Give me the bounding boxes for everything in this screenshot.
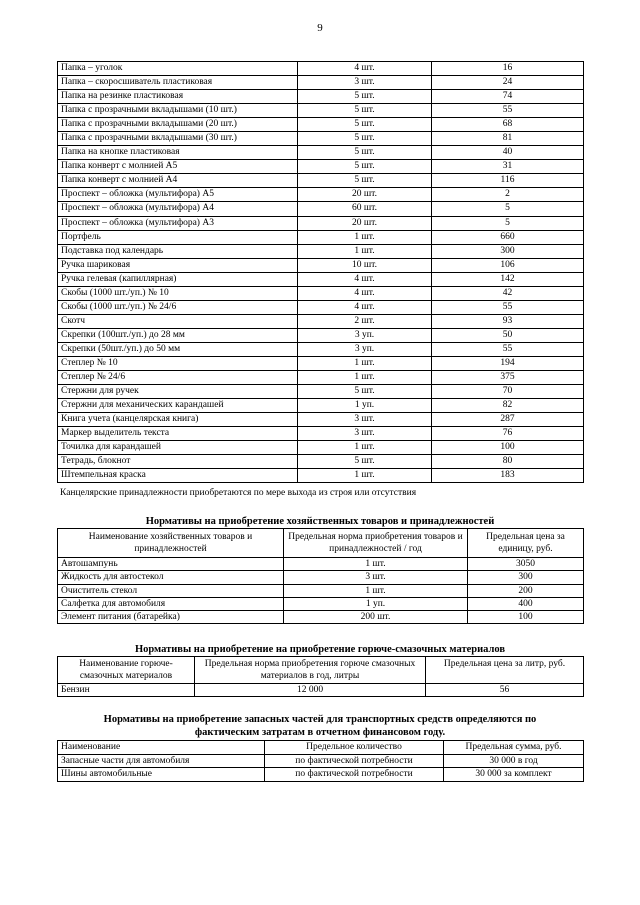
household-row-cell: Очиститель стекол	[58, 584, 284, 597]
office-supply-row-cell: 24	[432, 76, 584, 90]
office-supply-row	[58, 132, 584, 146]
office-supply-row-cell: 82	[432, 399, 584, 413]
office-supply-row-cell: 3 шт.	[298, 76, 432, 90]
fuel-table	[57, 656, 584, 697]
office-supply-row-cell: 5 шт.	[298, 160, 432, 174]
household-row-cell: 100	[468, 611, 584, 624]
office-supply-row-cell: 93	[432, 314, 584, 328]
office-supply-row-cell: 5 шт.	[298, 90, 432, 104]
household-row	[58, 558, 584, 571]
office-supply-row-cell: 40	[432, 146, 584, 160]
office-supply-row-cell: 106	[432, 258, 584, 272]
office-supply-row	[58, 160, 584, 174]
office-supply-row	[58, 314, 584, 328]
spare-parts-row-cell: Шины автомобильные	[58, 768, 265, 782]
office-supply-row-cell: 20 шт.	[298, 216, 432, 230]
household-row-cell: Автошампунь	[58, 558, 284, 571]
office-supply-row-cell: 1 шт.	[298, 441, 432, 455]
office-supply-row-cell: 5 шт.	[298, 385, 432, 399]
household-row-cell: 300	[468, 571, 584, 584]
fuel-header-name: Наименование горюче-смазочных материалов	[58, 657, 195, 684]
office-supply-row-cell: Ручка шариковая	[58, 258, 298, 272]
office-supply-row-cell: Ручка гелевая (капиллярная)	[58, 272, 298, 286]
office-supply-row-cell: 20 шт.	[298, 188, 432, 202]
office-supply-row	[58, 399, 584, 413]
office-supply-row	[58, 272, 584, 286]
office-supply-row-cell: Скрепки (50шт./уп.) до 50 мм	[58, 342, 298, 356]
office-supply-row-cell: 50	[432, 328, 584, 342]
office-supply-row-cell: 16	[432, 62, 584, 76]
office-supply-row-cell: Папка с прозрачными вкладышами (10 шт.)	[58, 104, 298, 118]
office-supply-row	[58, 356, 584, 370]
office-supply-row	[58, 371, 584, 385]
spare-parts-row-cell: по фактической потребности	[265, 754, 444, 768]
household-row	[58, 584, 584, 597]
office-supply-row-cell: 1 шт.	[298, 356, 432, 370]
household-row	[58, 597, 584, 610]
office-supply-row-cell: Папка конверт с молнией А4	[58, 174, 298, 188]
spare-parts-row	[58, 768, 584, 782]
office-supply-row-cell: Скобы (1000 шт./уп.) № 24/6	[58, 300, 298, 314]
fuel-header-norm: Предельная норма приобретения горюче смазочных материалов в год, литры	[195, 657, 426, 684]
office-supply-row-cell: Проспект – обложка (мультифора) А5	[58, 188, 298, 202]
spare-parts-heading-line2: фактическим затратам в отчетном финансовом году.	[194, 727, 446, 738]
office-supply-row	[58, 188, 584, 202]
office-supply-row-cell: Книга учета (канцелярская книга)	[58, 413, 298, 427]
fuel-row-cell: 56	[426, 684, 584, 697]
spare-parts-row	[58, 754, 584, 768]
office-supply-row-cell: Папка – уголок	[58, 62, 298, 76]
household-row-cell: Жидкость для автостекол	[58, 571, 284, 584]
office-supplies-table	[57, 61, 584, 483]
office-supply-row	[58, 455, 584, 469]
office-supply-row	[58, 146, 584, 160]
office-supply-row-cell: 2	[432, 188, 584, 202]
household-heading: Нормативы на приобретение хозяйственных товаров и принадлежностей	[145, 516, 495, 527]
office-supply-row-cell: 31	[432, 160, 584, 174]
office-supply-row-cell: 1 шт.	[298, 230, 432, 244]
office-supply-row-cell: Подставка под календарь	[58, 244, 298, 258]
office-supply-row-cell: 4 шт.	[298, 62, 432, 76]
office-supply-row	[58, 76, 584, 90]
household-row-cell: 1 шт.	[284, 584, 468, 597]
office-supply-row-cell: Стержни для механических карандашей	[58, 399, 298, 413]
office-supply-row	[58, 300, 584, 314]
office-supply-row-cell: 55	[432, 104, 584, 118]
office-supply-row-cell: Степлер № 24/6	[58, 371, 298, 385]
spare-parts-table	[57, 740, 584, 782]
office-supply-row-cell: 194	[432, 356, 584, 370]
office-supplies-note: Канцелярские принадлежности приобретаются по мере выхода из строя или отсутствия	[60, 488, 417, 498]
office-supply-row	[58, 286, 584, 300]
office-supply-row	[58, 90, 584, 104]
fuel-row-cell: Бензин	[58, 684, 195, 697]
office-supply-row-cell: Проспект – обложка (мультифора) А4	[58, 202, 298, 216]
spare-parts-heading-line1: Нормативы на приобретение запасных частей для транспортных средств определяются по	[103, 714, 537, 725]
office-supply-row	[58, 174, 584, 188]
spare-parts-row-cell: Запасные части для автомобиля	[58, 754, 265, 768]
office-supply-row	[58, 328, 584, 342]
office-supply-row-cell: Маркер выделитель текста	[58, 427, 298, 441]
household-row-cell: 1 шт.	[284, 558, 468, 571]
office-supply-row-cell: 74	[432, 90, 584, 104]
office-supply-row-cell: 100	[432, 441, 584, 455]
spare-parts-header-sum: Предельная сумма, руб.	[444, 741, 584, 755]
office-supply-row-cell: 42	[432, 286, 584, 300]
fuel-row	[58, 684, 584, 697]
spare-parts-header-qty: Предельное количество	[265, 741, 444, 755]
spare-parts-row-cell: 30 000 в год	[444, 754, 584, 768]
office-supply-row-cell: Папка на резинке пластиковая	[58, 90, 298, 104]
office-supply-row-cell: Скобы (1000 шт./уп.) № 10	[58, 286, 298, 300]
office-supply-row-cell: 5 шт.	[298, 132, 432, 146]
office-supply-row-cell: 55	[432, 342, 584, 356]
office-supply-row-cell: 300	[432, 244, 584, 258]
office-supply-row-cell: Папка конверт с молнией А5	[58, 160, 298, 174]
office-supply-row-cell: Портфель	[58, 230, 298, 244]
office-supply-row-cell: Точилка для карандашей	[58, 441, 298, 455]
office-supply-row	[58, 385, 584, 399]
office-supply-row-cell: 5 шт.	[298, 455, 432, 469]
office-supply-row	[58, 202, 584, 216]
office-supply-row	[58, 469, 584, 483]
office-supply-row	[58, 118, 584, 132]
household-row	[58, 571, 584, 584]
household-row-cell: 200	[468, 584, 584, 597]
household-row-cell: 200 шт.	[284, 611, 468, 624]
office-supply-row-cell: Папка с прозрачными вкладышами (20 шт.)	[58, 118, 298, 132]
office-supply-row-cell: Штемпельная краска	[58, 469, 298, 483]
office-supply-row-cell: 5 шт.	[298, 174, 432, 188]
office-supply-row-cell: Папка на кнопке пластиковая	[58, 146, 298, 160]
office-supply-row-cell: 3 уп.	[298, 342, 432, 356]
office-supply-row-cell: Скрепки (100шт./уп.) до 28 мм	[58, 328, 298, 342]
household-header-price: Предельная цена за единицу, руб.	[468, 529, 584, 558]
office-supply-row	[58, 244, 584, 258]
office-supply-row-cell: 660	[432, 230, 584, 244]
office-supply-row-cell: 5 шт.	[298, 104, 432, 118]
office-supply-row-cell: 375	[432, 371, 584, 385]
office-supply-row-cell: 5	[432, 216, 584, 230]
household-row-cell: 1 уп.	[284, 597, 468, 610]
page-number: 9	[317, 22, 323, 34]
office-supply-row-cell: 55	[432, 300, 584, 314]
office-supply-row	[58, 342, 584, 356]
fuel-row-cell: 12 000	[195, 684, 426, 697]
office-supply-row	[58, 62, 584, 76]
office-supply-row-cell: Проспект – обложка (мультифора) А3	[58, 216, 298, 230]
office-supply-row-cell: 10 шт.	[298, 258, 432, 272]
household-row-cell: Элемент питания (батарейка)	[58, 611, 284, 624]
office-supply-row-cell: 3 шт.	[298, 427, 432, 441]
office-supply-row-cell: 3 шт.	[298, 413, 432, 427]
household-row-cell: 400	[468, 597, 584, 610]
office-supply-row-cell: Тетрадь, блокнот	[58, 455, 298, 469]
office-supply-row-cell: 70	[432, 385, 584, 399]
spare-parts-row-cell: по фактической потребности	[265, 768, 444, 782]
household-header-name: Наименование хозяйственных товаров и принадлежностей	[58, 529, 284, 558]
office-supply-row-cell: Папка с прозрачными вкладышами (30 шт.)	[58, 132, 298, 146]
office-supply-row-cell: 3 уп.	[298, 328, 432, 342]
office-supply-row-cell: Скотч	[58, 314, 298, 328]
household-table	[57, 528, 584, 624]
office-supply-row-cell: 183	[432, 469, 584, 483]
office-supply-row	[58, 441, 584, 455]
office-supply-row-cell: 1 шт.	[298, 371, 432, 385]
office-supply-row	[58, 104, 584, 118]
household-row	[58, 611, 584, 624]
office-supply-row-cell: Степлер № 10	[58, 356, 298, 370]
office-supply-row-cell: 1 уп.	[298, 399, 432, 413]
office-supply-row-cell: 81	[432, 132, 584, 146]
spare-parts-header-name: Наименование	[58, 741, 265, 755]
office-supply-row-cell: 5 шт.	[298, 118, 432, 132]
household-row-cell: Салфетка для автомобиля	[58, 597, 284, 610]
office-supply-row-cell: 116	[432, 174, 584, 188]
office-supply-row	[58, 427, 584, 441]
fuel-header-price: Предельная цена за литр, руб.	[426, 657, 584, 684]
office-supply-row-cell: 1 шт.	[298, 469, 432, 483]
office-supply-row-cell: 1 шт.	[298, 244, 432, 258]
fuel-heading: Нормативы на приобретение на приобретение горюче-смазочных материалов	[134, 644, 506, 655]
office-supply-row-cell: 5	[432, 202, 584, 216]
office-supply-row-cell: 4 шт.	[298, 272, 432, 286]
office-supply-row-cell: Стержни для ручек	[58, 385, 298, 399]
household-row-cell: 3 шт.	[284, 571, 468, 584]
office-supply-row	[58, 230, 584, 244]
office-supply-row	[58, 216, 584, 230]
office-supply-row-cell: 5 шт.	[298, 146, 432, 160]
office-supply-row-cell: 142	[432, 272, 584, 286]
office-supply-row	[58, 258, 584, 272]
office-supply-row	[58, 413, 584, 427]
office-supply-row-cell: 2 шт.	[298, 314, 432, 328]
office-supply-row-cell: 4 шт.	[298, 300, 432, 314]
office-supply-row-cell: 76	[432, 427, 584, 441]
spare-parts-row-cell: 30 000 за комплект	[444, 768, 584, 782]
office-supply-row-cell: Папка – скоросшиватель пластиковая	[58, 76, 298, 90]
office-supply-row-cell: 60 шт.	[298, 202, 432, 216]
office-supply-row-cell: 80	[432, 455, 584, 469]
household-header-norm: Предельная норма приобретения товаров и принадлежностей / год	[284, 529, 468, 558]
office-supply-row-cell: 68	[432, 118, 584, 132]
household-row-cell: 3050	[468, 558, 584, 571]
office-supply-row-cell: 4 шт.	[298, 286, 432, 300]
office-supply-row-cell: 287	[432, 413, 584, 427]
